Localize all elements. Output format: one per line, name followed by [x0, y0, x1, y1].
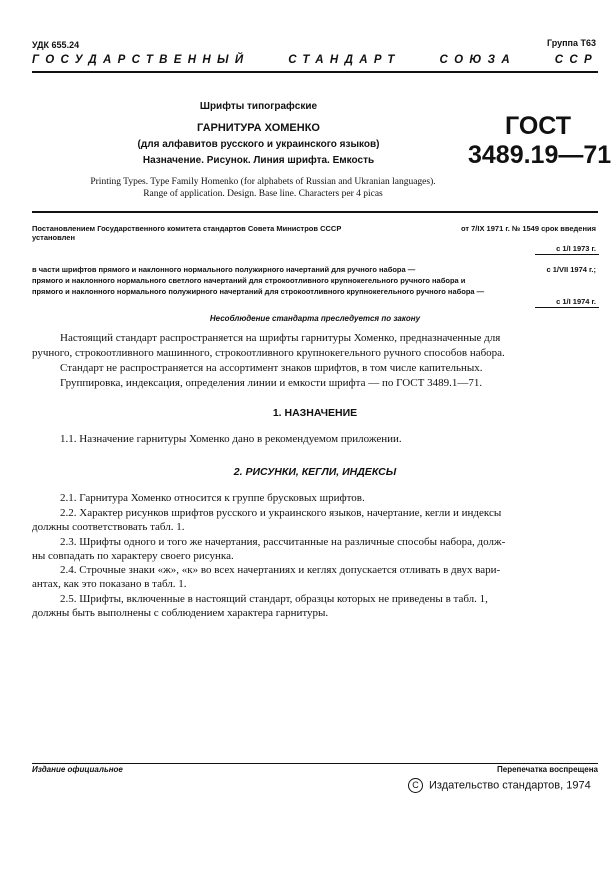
group-code: Группа Т63	[546, 38, 596, 48]
udk-code: УДК 655.24	[32, 40, 80, 50]
decree-date-1: с 1/I 1973 г.	[556, 244, 596, 253]
standard-title-word: СТАНДАРТ	[288, 54, 401, 66]
standard-title-word: СОЮЗА	[439, 54, 517, 66]
copyright-icon: C	[408, 778, 423, 793]
english-title-line-2: Range of application. Design. Base line. Characters per 4 picas	[143, 189, 383, 199]
section-1-heading: 1. НАЗНАЧЕНИЕ	[272, 407, 358, 419]
official-edition: Издание официальное	[32, 765, 123, 774]
decree-line-5: прямого и наклонного нормального полужирного начертаний для строкоотливного крупнокегельного ручного набора —	[32, 287, 485, 296]
section-2-paragraph-5-line-2: должны быть выполнены с соблюдением характера гарнитуры.	[32, 607, 329, 619]
title-line-4: Назначение. Рисунок. Линия шрифта. Емкость	[142, 155, 375, 166]
section-2-heading: 2. РИСУНКИ, КЕГЛИ, ИНДЕКСЫ	[233, 466, 397, 478]
decree-date-rule	[535, 254, 599, 255]
standard-title-word: ГОСУДАРСТВЕННЫЙ	[32, 54, 250, 66]
decree-date-3: с 1/I 1974 г.	[556, 297, 596, 306]
decree-line-3-right: с 1/VII 1974 г.;	[546, 265, 596, 274]
decree-line-4: прямого и наклонного нормального светлого начертаний для строкоотливного крупнокегельного ручного набора и	[32, 276, 466, 285]
section-2-paragraph-2-line-1: 2.2. Характер рисунков шрифтов русского и украинского языков, начертание, кегли и индексы	[60, 507, 502, 519]
reprint-prohibited: Перепечатка воспрещена	[497, 765, 598, 774]
decree-line-1-left: Постановлением Государственного комитета стандартов Совета Министров СССР	[32, 224, 342, 233]
decree-line-2: установлен	[32, 233, 75, 242]
standard-title-word: ССР	[554, 54, 598, 66]
intro-paragraph-2: Стандарт не распространяется на ассортимент знаков шрифтов, в том числе капительных.	[60, 362, 483, 374]
copyright-line	[408, 778, 591, 793]
intro-paragraph-1-line-1: Настоящий стандарт распространяется на шрифты гарнитуры Хоменко, предназначенные для	[60, 332, 501, 344]
intro-paragraph-3: Группировка, индексация, определения линии и емкости шрифта — по ГОСТ 3489.1—71.	[60, 377, 483, 389]
section-2-paragraph-1: 2.1. Гарнитура Хоменко относится к группе брусковых шрифтов.	[60, 492, 365, 504]
decree-line-3-left: в части шрифтов прямого и наклонного нормального полужирного начертаний для ручного набора —	[32, 265, 416, 274]
section-2-paragraph-3-line-2: ны совпадать по характеру своего рисунка.	[32, 550, 234, 562]
title-line-2: ГАРНИТУРА ХОМЕНКО	[197, 122, 320, 134]
copyright-text: Издательство стандартов, 1974	[429, 779, 591, 792]
intro-paragraph-1-line-2: ручного, строкоотливного машинного, строкоотливного крупнокегельного ручного способов набора.	[32, 347, 505, 359]
section-2-paragraph-2-line-2: должны соответствовать табл. 1.	[32, 521, 185, 533]
standard-title	[32, 54, 598, 66]
gost-number: 3489.19—71	[468, 141, 612, 169]
section-2-paragraph-3-line-1: 2.3. Шрифты одного и того же начертания, рассчитанные на различные способы набора, долж-	[60, 536, 506, 548]
section-2-paragraph-4-line-2: антах, как это показано в табл. 1.	[32, 578, 187, 590]
title-line-3: (для алфавитов русского и украинского языков)	[137, 139, 380, 150]
prosecution-notice: Несоблюдение стандарта преследуется по закону	[209, 314, 421, 323]
footer-rule	[32, 763, 598, 764]
header-rule	[32, 71, 598, 73]
gost-label: ГОСТ	[505, 112, 571, 140]
title-rule	[32, 211, 598, 213]
section-2-paragraph-5-line-1: 2.5. Шрифты, включенные в настоящий стандарт, образцы которых не приведены в табл. 1,	[60, 593, 488, 605]
decree-line-1-right: от 7/IX 1971 г. № 1549 срок введения	[460, 224, 596, 233]
english-title-line-1: Printing Types. Type Family Homenko (for alphabets of Russian and Ukranian languages).	[90, 177, 436, 187]
decree-date-rule	[535, 307, 599, 308]
section-1-paragraph-1: 1.1. Назначение гарнитуры Хоменко дано в рекомендуемом приложении.	[60, 433, 402, 445]
section-2-paragraph-4-line-1: 2.4. Строчные знаки «ж», «к» во всех начертаниях и кеглях допускается отливать в двух вари-	[60, 564, 501, 576]
title-line-1: Шрифты типографские	[199, 101, 318, 112]
